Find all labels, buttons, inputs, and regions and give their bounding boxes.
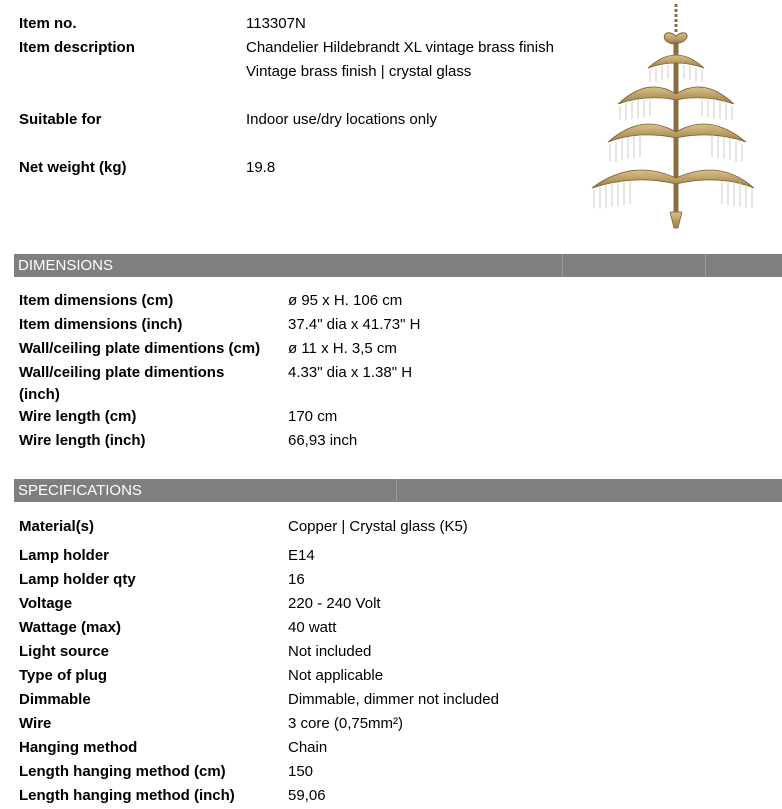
spec-label: Lamp holder: [19, 547, 110, 564]
dimension-value: 4.33" dia x 1.38" H: [288, 364, 413, 381]
dimensions-title: DIMENSIONS: [18, 257, 114, 274]
spec-value: 220 - 240 Volt: [288, 595, 381, 612]
item-description-line1: Chandelier Hildebrandt XL vintage brass finish: [246, 39, 554, 56]
spec-label: Wattage (max): [19, 619, 121, 636]
suitable-for-label: Suitable for: [19, 111, 102, 128]
header-divider: [396, 479, 397, 502]
spec-label: Length hanging method (inch): [19, 787, 235, 804]
suitable-for-value: Indoor use/dry locations only: [246, 111, 437, 128]
spec-value: Not applicable: [288, 667, 384, 684]
spec-label: Type of plug: [19, 667, 108, 684]
dimension-label: Item dimensions (cm): [19, 292, 174, 309]
item-description-line2: Vintage brass finish | crystal glass: [246, 63, 472, 80]
net-weight-value: 19.8: [246, 159, 276, 176]
spec-value: Not included: [288, 643, 372, 660]
spec-value: 16: [288, 571, 305, 588]
spec-label: Hanging method: [19, 739, 138, 756]
spec-value: 40 watt: [288, 619, 337, 636]
dimension-label: Wire length (inch): [19, 432, 146, 449]
item-description-label: Item description: [19, 39, 135, 56]
spec-value: Dimmable, dimmer not included: [288, 691, 499, 708]
header-divider: [562, 254, 563, 277]
item-no-label: Item no.: [19, 15, 77, 32]
spec-value: Copper | Crystal glass (K5): [288, 518, 468, 535]
dimension-value: 37.4" dia x 41.73" H: [288, 316, 421, 333]
spec-value: Chain: [288, 739, 328, 756]
dimension-label: Wall/ceiling plate dimentions (cm): [19, 340, 261, 357]
specifications-section-header: [14, 479, 782, 502]
dimension-value: ø 95 x H. 106 cm: [288, 292, 403, 309]
dimensions-section-header: [14, 254, 782, 277]
dimension-label: Item dimensions (inch): [19, 316, 183, 333]
header-divider: [705, 254, 706, 277]
spec-label: Wire: [19, 715, 52, 732]
chandelier-product-image: [588, 2, 756, 230]
spec-label: Lamp holder qty: [19, 571, 136, 588]
spec-value: 3 core (0,75mm²): [288, 715, 404, 732]
spec-value: 59,06: [288, 787, 326, 804]
spec-label: Material(s): [19, 518, 95, 535]
dimension-label-continued: (inch): [19, 386, 60, 403]
specifications-title: SPECIFICATIONS: [18, 482, 142, 499]
spec-value: 150: [288, 763, 314, 780]
dimension-value: 66,93 inch: [288, 432, 358, 449]
spec-value: E14: [288, 547, 315, 564]
dimension-label: Wire length (cm): [19, 408, 137, 425]
item-no-value: 113307N: [246, 15, 306, 32]
spec-label: Light source: [19, 643, 110, 660]
spec-label: Voltage: [19, 595, 73, 612]
dimension-label: Wall/ceiling plate dimentions: [19, 364, 225, 381]
net-weight-label: Net weight (kg): [19, 159, 127, 176]
dimension-value: ø 11 x H. 3,5 cm: [288, 340, 397, 357]
spec-label: Length hanging method (cm): [19, 763, 226, 780]
dimension-value: 170 cm: [288, 408, 338, 425]
spec-label: Dimmable: [19, 691, 91, 708]
